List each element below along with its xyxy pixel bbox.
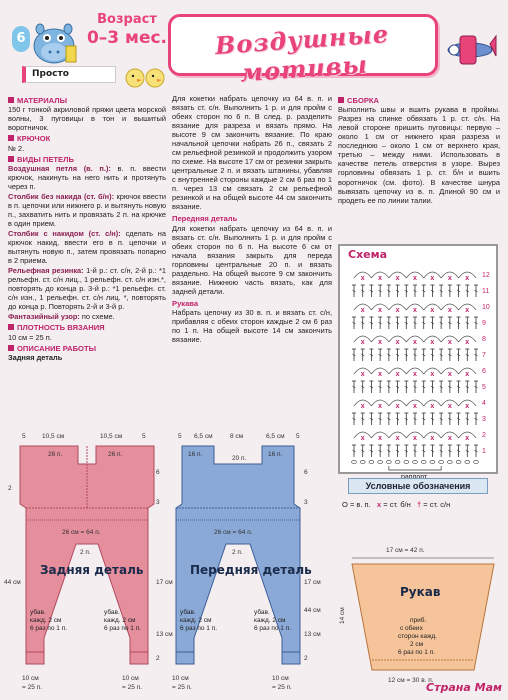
- front-dim-w1: 6,5 см: [194, 433, 213, 440]
- back-h6: 2: [156, 655, 160, 662]
- sc-mark: x: [465, 371, 470, 378]
- front-dim-p1: 16 п.: [188, 451, 203, 458]
- sc-mark: x: [360, 307, 365, 314]
- sc-mark: x: [413, 435, 417, 442]
- legend-sc: = ст. б/н: [383, 500, 411, 509]
- base-chain-mark: [430, 460, 435, 463]
- density-title: ПЛОТНОСТЬ ВЯЗАНИЯ: [17, 323, 105, 333]
- back-side-dim: 2: [8, 485, 12, 492]
- sc-mark: x: [447, 403, 452, 410]
- back-crotch-dim: 2 п.: [80, 549, 91, 556]
- stitches-title: ВИДЫ ПЕТЕЛЬ: [17, 154, 74, 164]
- sc-mark: x: [465, 435, 470, 442]
- back-h5: 13 см: [156, 631, 173, 638]
- sc-mark: x: [465, 307, 470, 314]
- sc-mark: x: [360, 371, 365, 378]
- stitch-text-sc: крючок ввести в п. цепочки или нижнего р. и вытянуть новую п., захватить нить и провязать 2 п. на крючке в один прием.: [8, 191, 167, 229]
- repeat-bracket: [389, 466, 441, 470]
- assembly-text: Выполнить швы и вшить рукава в проймы. Разрез на спинке обвязать 1 р. ст. с/н. На левой стороне пришить пуговицы: первую – около 1 см от нижнего края разреза и последнюю – около 1 см от верхнего края, третью – между ними. Использовать в качестве петель отверстия в узоре. Вырез горловины обвязать 1 р. ст. б/н и вшить воротничок (см. фото). В качестве шнура вывязать цепочку из в. п. Длиной 90 см и продеть ее по линии талии.: [338, 105, 500, 205]
- back-dec-left: убав. кажд. 2 см 6 раз по 1 п.: [30, 609, 68, 632]
- stitch-text-dc: сделать на крючок накид, ввести его в п. цепочки и вытянуть новую п., затем провязать попарно в 2 приема.: [8, 229, 166, 266]
- chart-row-number: 8: [482, 336, 486, 343]
- stitch-text-chain: в. п. ввести крючок, накинуть на него нить и протянуть через п.: [8, 163, 167, 191]
- base-chain-mark: [395, 460, 400, 463]
- front-bot1p: = 25 п.: [172, 684, 192, 691]
- sc-mark: x: [465, 275, 470, 282]
- sc-mark: x: [430, 307, 435, 314]
- back-dim-p2: 26 п.: [108, 451, 123, 458]
- front-yoke-dim: 26 см = 64 п.: [214, 529, 253, 536]
- back-dim-w1: 10,5 см: [42, 433, 65, 440]
- difficulty-level: Просто: [22, 66, 116, 83]
- legend-chain-symbol: О: [342, 500, 348, 509]
- sleeve-title: Рукава: [172, 298, 199, 308]
- front-bot2: 10 см: [272, 675, 289, 682]
- column-materials: [8, 94, 166, 363]
- sc-mark: x: [447, 275, 452, 282]
- front-h6: 2: [304, 655, 308, 662]
- stitch-text-fancy: по схеме.: [81, 312, 115, 322]
- base-chain-mark: [360, 460, 365, 463]
- sc-mark: x: [378, 435, 383, 442]
- front-dim-w3: 6,5 см: [266, 433, 285, 440]
- front-dec-left: убав. кажд. 2 см 6 раз по 1 п.: [180, 609, 218, 632]
- base-chain-mark: [474, 460, 479, 463]
- sc-mark: x: [395, 307, 400, 314]
- base-chain-mark: [456, 460, 461, 463]
- sc-mark: x: [395, 339, 400, 346]
- sc-mark: x: [378, 275, 383, 282]
- front-dim-w0: 5: [178, 433, 182, 440]
- front-h1: 6: [304, 469, 308, 476]
- back-bot2p: = 25 п.: [122, 684, 142, 691]
- sc-mark: x: [378, 307, 383, 314]
- chart-row-number: 11: [482, 288, 490, 295]
- sc-mark: x: [430, 371, 435, 378]
- back-dim-w3: 5: [142, 433, 146, 440]
- back-instructions: Для кокетки набрать цепочку из 64 в. п. и вязать ст. с/н. Выполнить 1 р. и для пройм с обеих сторон по 6 п. В след. р. разделить вязание для разреза и вязать прямо. На высоте 9 см закончить вязание. По краю начальной цепочки набрать 26 п., связать 2 см рельефной резинкой и продолжить узором по схеме. На высоте 17 см от резинки закрыть центральные 2 п. и вязать штанины, убавляя с внутренней стороны каждые 2 см 6 раз по 1 п. через 13 см связать 2 см рельефной резинкой и на общей высоте 44 см закончить вязание.: [172, 94, 332, 212]
- back-bot2: 10 см: [122, 675, 139, 682]
- sc-mark: x: [413, 371, 417, 378]
- front-h3: 17 см: [304, 579, 321, 586]
- back-bot1p: = 25 п.: [22, 684, 42, 691]
- legend-dc: = ст. с/н: [423, 500, 451, 509]
- back-dim-w2: 10,5 см: [100, 433, 123, 440]
- front-bot2p: = 25 п.: [272, 684, 292, 691]
- sc-mark: x: [465, 403, 470, 410]
- sc-mark: x: [447, 435, 452, 442]
- front-bot1: 10 см: [172, 675, 189, 682]
- sleeve-height-dim: 14 см: [339, 607, 346, 624]
- front-h2: 3: [304, 499, 308, 506]
- column-instructions: [172, 94, 332, 345]
- sc-mark: x: [360, 403, 365, 410]
- stitch-text-rib: 1-й р.: ст. с/н, 2-й р.: *1 рельефн. ст. с/н лиц., 1 рельефн. ст. с/н изн.*, повторять до конца р. 3-й р.: *1 рельефн. ст. с/н изн., 1 рельефн. ст. с/н лиц. *, повторять до конца р. Повторять 2-й и 3-й р.: [8, 266, 167, 312]
- sc-mark: x: [413, 275, 417, 282]
- chart-title: Схема: [348, 248, 388, 261]
- back-h3: 17 см: [156, 579, 173, 586]
- page-title: Воздушные мотивы: [214, 18, 390, 88]
- back-h1: 6: [156, 469, 160, 476]
- sleeve-inc-text: приб. с обеих сторон кажд. 2 см 6 раз по 1 п.: [398, 617, 437, 656]
- front-crotch-dim: 2 п.: [232, 549, 243, 556]
- assembly-title: СБОРКА: [347, 96, 380, 105]
- front-piece-label: Передняя деталь: [190, 563, 312, 577]
- sleeve-bottom-dim: 12 см = 30 в. п.: [388, 677, 434, 684]
- base-chain-mark: [413, 460, 418, 463]
- chart-row-number: 3: [482, 416, 486, 423]
- ducklings-icon: [124, 62, 168, 90]
- back-h4: 44 см: [4, 579, 21, 586]
- hippo-icon: [30, 16, 78, 66]
- chart-row-number: 4: [482, 400, 486, 407]
- front-dim-w2: 8 см: [230, 433, 244, 440]
- sc-mark: x: [395, 275, 400, 282]
- sc-mark: x: [360, 275, 365, 282]
- back-piece-label: Задняя деталь: [40, 563, 144, 577]
- base-chain-mark: [465, 460, 470, 463]
- stitch-term-rib: Рельефная резинка:: [8, 266, 84, 276]
- chart-row-number: 7: [482, 352, 486, 359]
- back-yoke-dim: 26 см = 64 п.: [62, 529, 101, 536]
- sc-mark: x: [447, 307, 452, 314]
- watermark: Страна Мам: [426, 680, 502, 694]
- front-neck-dim: 20 п.: [232, 455, 247, 462]
- crochet-chart-grid: [340, 246, 496, 472]
- sc-mark: x: [430, 403, 435, 410]
- back-dim-p1: 26 п.: [48, 451, 63, 458]
- pattern-diagrams: [0, 424, 340, 700]
- back-piece: [4, 433, 173, 691]
- legend-sc-symbol: x: [376, 500, 382, 509]
- sc-mark: x: [395, 371, 400, 378]
- crochet-chart: [338, 244, 498, 474]
- back-dim-w0: 5: [22, 433, 26, 440]
- hook-title: КРЮЧОК: [17, 134, 51, 144]
- airplane-icon: [442, 24, 498, 70]
- sc-mark: x: [395, 403, 400, 410]
- materials-title: МАТЕРИАЛЫ: [17, 96, 67, 105]
- legend-title: Условные обозначения: [348, 478, 488, 494]
- base-chain-mark: [421, 460, 426, 463]
- back-piece-title: Задняя деталь: [8, 352, 63, 362]
- sc-mark: x: [378, 339, 383, 346]
- base-chain-mark: [439, 460, 444, 463]
- column-assembly: [338, 94, 500, 206]
- stitch-term-dc: Столбик с накидом (ст. с/н):: [8, 229, 121, 239]
- base-chain-mark: [378, 460, 383, 463]
- legend: [338, 478, 498, 536]
- base-chain-mark: [352, 460, 357, 463]
- chart-row-number: 10: [482, 304, 490, 311]
- sc-mark: x: [430, 435, 435, 442]
- front-title: Передняя деталь: [172, 214, 238, 224]
- chart-row-number: 9: [482, 320, 486, 327]
- front-dim-w4: 5: [296, 433, 300, 440]
- sc-mark: x: [378, 371, 383, 378]
- front-dim-p2: 16 п.: [268, 451, 283, 458]
- sc-mark: x: [413, 339, 417, 346]
- age-line1: Возраст: [97, 12, 157, 27]
- chart-row-number: 2: [482, 432, 486, 439]
- legend-row: [342, 500, 494, 509]
- chart-row-number: 12: [482, 272, 490, 279]
- sleeve-diagram: [338, 540, 508, 700]
- stitch-term-chain: Воздушная петля (в. п.):: [8, 163, 111, 173]
- chart-row-number: 5: [482, 384, 486, 391]
- sleeve-instructions: Набрать цепочку из 30 в. п. и вязать ст. с/н, прибавляя с обеих сторон каждые 2 см 6 раз по 1 п. На общей высоте 14 см закончить вязание.: [172, 308, 332, 345]
- sc-mark: x: [378, 403, 383, 410]
- base-chain-mark: [447, 460, 452, 463]
- base-chain-mark: [404, 460, 409, 463]
- title-banner: [168, 14, 438, 88]
- chart-row-number: 1: [482, 448, 486, 455]
- density-text: 10 см = 25 п.: [8, 332, 52, 342]
- sc-mark: x: [360, 435, 365, 442]
- sc-mark: x: [430, 339, 435, 346]
- base-chain-mark: [369, 460, 374, 463]
- sc-mark: x: [447, 371, 452, 378]
- legend-chain: = в. п.: [349, 500, 371, 509]
- sc-mark: x: [465, 339, 470, 346]
- front-dec-right: убав. кажд. 2 см 6 раз по 1 п.: [254, 609, 292, 632]
- sc-mark: x: [413, 307, 417, 314]
- sleeve-top-dim: 17 см = 42 п.: [386, 547, 425, 554]
- materials-text: 150 г тонкой акриловой пряжи цвета морской волны, 3 пуговицы в тон и вышитый воротничок.: [8, 105, 166, 133]
- chart-row-number: 6: [482, 368, 486, 375]
- front-instructions: Для кокетки набрать цепочку из 64 в. п. и вязать ст. с/н. Выполнить 1 р. и для пройм с обеих сторон по 6 п. На высоте 6 см от начала вязания закрыть для переда горловины центральные 20 п. и вязать раздельно. На общей высоте 9 см закончить вязание. Нижнюю часть вязать, как для задней детали.: [172, 223, 332, 296]
- sc-mark: x: [395, 435, 400, 442]
- sc-mark: x: [360, 339, 365, 346]
- legend-dc-symbol: †: [417, 500, 422, 509]
- back-h2: 3: [156, 499, 160, 506]
- age-badge: [82, 12, 172, 58]
- sleeve-label: Рукав: [400, 585, 441, 599]
- sc-mark: x: [413, 403, 417, 410]
- hook-text: № 2.: [8, 143, 25, 153]
- work-title: ОПИСАНИЕ РАБОТЫ: [17, 343, 97, 353]
- page-number: 6: [12, 26, 30, 52]
- front-h5: 13 см: [304, 631, 321, 638]
- stitch-term-fancy: Фантазийный узор:: [8, 312, 80, 322]
- age-line2: 0–3 мес.: [86, 28, 168, 48]
- header-left: [8, 8, 168, 86]
- front-h4: 44 см: [304, 607, 321, 614]
- back-dec-right: убав. кажд. 2 см 6 раз по 1 п.: [104, 609, 142, 632]
- stitch-term-sc: Столбик без накида (ст. б/н):: [8, 191, 115, 201]
- sc-mark: x: [430, 275, 435, 282]
- base-chain-mark: [386, 460, 391, 463]
- front-piece: [172, 433, 321, 691]
- sc-mark: x: [447, 339, 452, 346]
- back-bot1: 10 см: [22, 675, 39, 682]
